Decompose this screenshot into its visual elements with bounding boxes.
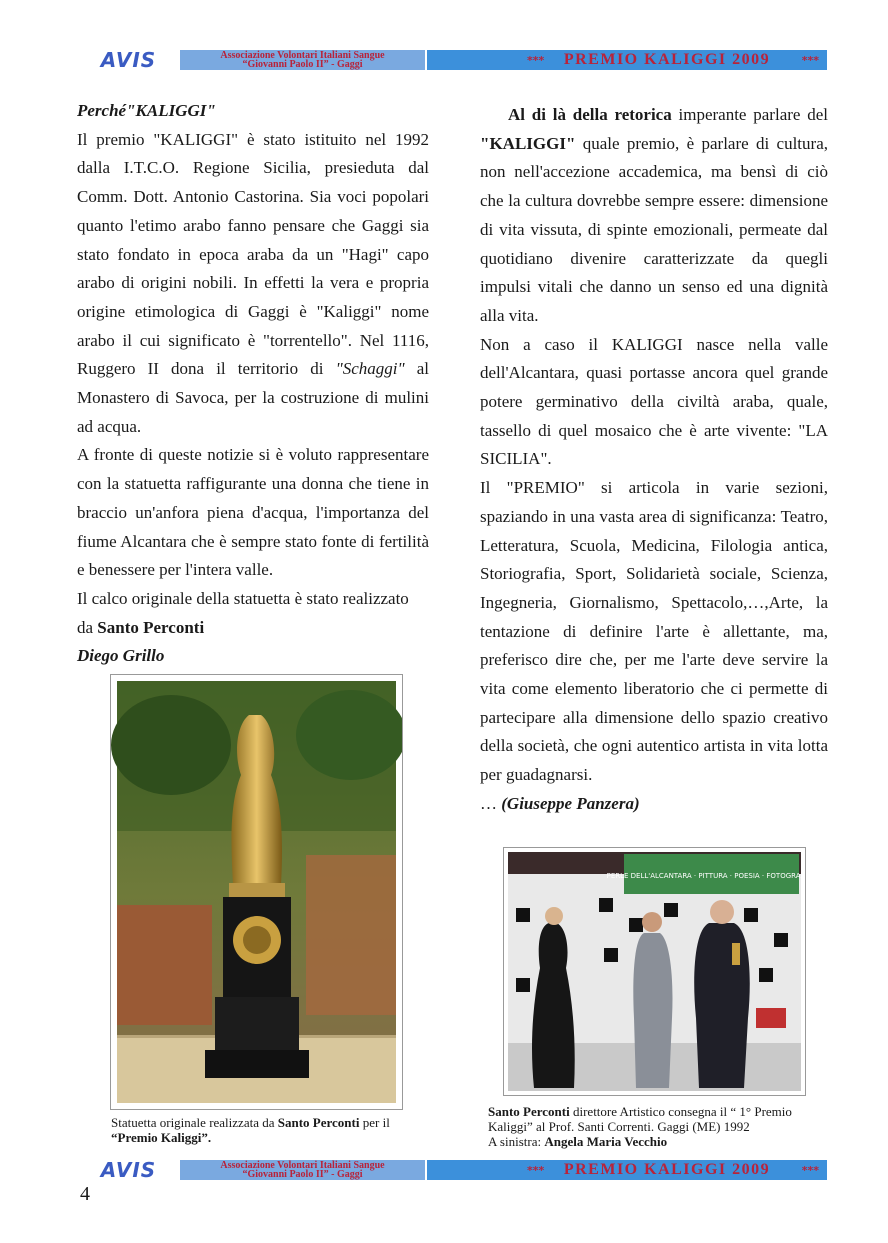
paragraph-origins xyxy=(77,126,429,442)
association-name-footer xyxy=(180,1160,425,1180)
paragraph-alcantara: Non a caso il KALIGGI nasce nella valle dell'Alcantara, quasi portasse ancora quel grande potere germinativo della civiltà araba, quale, tassello di quel mosaico che è arte vivente: "LA SICILIA". xyxy=(480,334,828,469)
paragraph-text: imperante parlare del xyxy=(671,105,828,124)
caption-text: A sinistra: xyxy=(488,1134,545,1149)
paragraph-text: Il premio "KALIGGI" è stato istituito nel 1992 dalla I.T.C.O. Regione Sicilia, presieduta dal Comm. Dott. Antonio Castorina. Sia voci popolari quanto l'etimo arabo fanno pensare che Gaggi sia stato fondato in epoca araba da un "Hagi" capo arabo di origini nobili. In effetti la vera e propria origine etimologica di Gaggi è "Kaliggi" nome arabo il cui significato è "torrentello". Nel 1116, Ruggero II dona il territorio di xyxy=(77,129,429,379)
premio-banner xyxy=(425,50,827,70)
association-line-1: Associazione Volontari Italiani Sangue xyxy=(220,1160,385,1171)
statuette-photo xyxy=(110,674,403,1110)
signature-name: (Giuseppe Panzera) xyxy=(501,793,640,813)
premio-banner-footer xyxy=(425,1160,827,1180)
page-number: 4 xyxy=(80,1183,90,1205)
ceremony-caption xyxy=(488,1104,833,1149)
stars-left: *** xyxy=(527,53,545,67)
avis-logo xyxy=(77,50,180,70)
caption-text: per il xyxy=(359,1115,390,1130)
association-line-2: “Giovanni Paolo II” - Gaggi xyxy=(242,1169,363,1180)
stage-banner-text: PERLE DELL'ALCANTARA · PITTURA · POESIA · FOTOGRAFIA xyxy=(606,872,805,880)
avis-logo-text: AVIS xyxy=(100,48,157,72)
left-column xyxy=(77,97,429,671)
stars-right: *** xyxy=(801,1163,819,1177)
lead-in: Al di là della retorica xyxy=(508,105,672,124)
ceremony-image xyxy=(504,848,805,1095)
stars-right: *** xyxy=(801,53,819,67)
footer-band xyxy=(77,1160,827,1180)
paragraph-text: quale premio, è parlare di cultura, non nell'accezione accademica, ma bensì di ciò che la cultura dovrebbe sempre essere: dimensione di vita vissuta, di spinte emozionali, permeate dal quotidiano divenire caratterizzate da quegli impulsi vitali che danno un senso ed una dignità alla vita. xyxy=(480,133,828,325)
author-name: Diego Grillo xyxy=(77,646,165,666)
section-heading: Perché"KALIGGI" xyxy=(77,101,216,120)
paragraph-premio: Il "PREMIO" si articola in varie sezioni, spaziando in una vasta area di significanza: Teatro, Letteratura, Scuola, Medicina, Filologia antica, Storiografia, Sport, Solidarietà sociale, Scienza, Ingegneria, Giornalismo, Spettacolo,…,Arte, la tentazione di definire l'arte è allettante, ma, preferisco dire che, per me l'arte deve servire la vita come elemento liberatorio che ci permette di partecipare alla dimensione dello spazio creativo della società, che ogni autentico artista in vita lotta per guadagnarsi. xyxy=(480,478,828,785)
caption-director: Santo Perconti xyxy=(488,1104,570,1119)
paragraph-calco xyxy=(77,585,429,642)
caption-text: direttore Artistico consegna il “ 1° Premio Kaliggi” al Prof. Santi Correnti. Gaggi (ME) 1992 xyxy=(488,1104,792,1134)
statuette-caption xyxy=(111,1115,421,1145)
ceremony-photo xyxy=(503,847,806,1096)
avis-logo-footer xyxy=(77,1160,180,1180)
association-name xyxy=(180,50,425,70)
premio-title: PREMIO KALIGGI 2009 xyxy=(563,51,771,68)
association-line-2: “Giovanni Paolo II” - Gaggi xyxy=(242,59,363,70)
header-band xyxy=(77,50,827,70)
caption-presenter: Angela Maria Vecchio xyxy=(544,1134,668,1149)
caption-sculptor: Santo Perconti xyxy=(277,1115,360,1130)
right-column xyxy=(480,101,828,819)
signature xyxy=(480,790,828,819)
sculptor-name: Santo Perconti xyxy=(97,617,205,637)
paragraph-text: al Monastero di Savoca, per la costruzione di mulini ad acqua. xyxy=(77,359,429,436)
premio-title: PREMIO KALIGGI 2009 xyxy=(563,1161,771,1178)
avis-logo-text: AVIS xyxy=(100,1158,157,1182)
association-line-1: Associazione Volontari Italiani Sangue xyxy=(220,50,385,61)
caption-award-name: “Premio Kaliggi”. xyxy=(111,1130,212,1145)
caption-text: Statuetta originale realizzata da xyxy=(111,1115,278,1130)
stars-left: *** xyxy=(527,1163,545,1177)
paragraph-statuette: A fronte di queste notizie si è voluto rappresentare con la statuetta raffigurante una donna che tiene in braccio un'anfora piena d'acqua, l'importanza del fiume Alcantara che è sempre stato fonte di fertilità e benessere per l'intera valle. xyxy=(77,445,429,580)
paragraph-text: Il calco originale della statuetta è stato realizzato da xyxy=(77,588,409,637)
paragraph-rhetoric xyxy=(480,101,828,331)
kaliggi-bold: "KALIGGI" xyxy=(480,133,576,153)
ellipsis: … xyxy=(480,793,502,813)
statuette-image xyxy=(111,675,402,1109)
italic-name: "Schaggi" xyxy=(335,359,405,379)
